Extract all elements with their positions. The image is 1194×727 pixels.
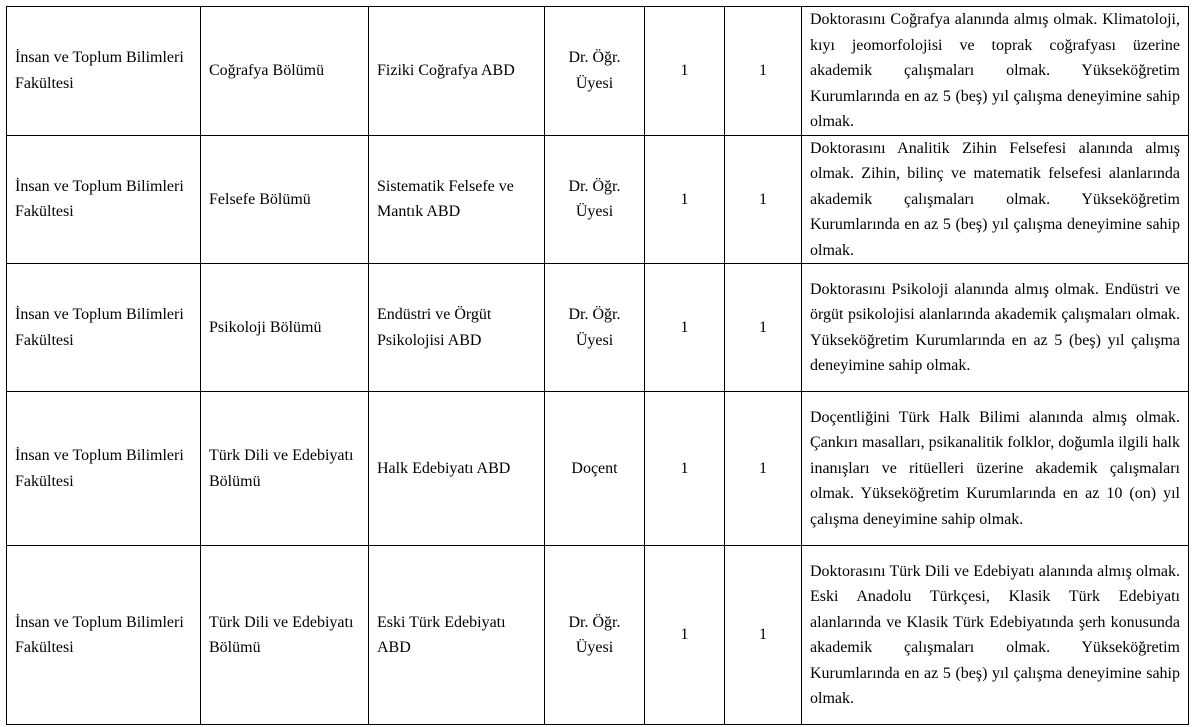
requirements-cell: Doktorasını Coğrafya alanında almış olmak. Klimatoloji, kıyı jeomorfolojisi ve toprak coğrafyası üzerine akademik çalışmaları olmak. Yükseköğretim Kurumlarında en az 5 (beş) yıl çalışma deneyimine sahip olmak.	[802, 7, 1189, 136]
title-cell: Dr. Öğr. Üyesi	[545, 135, 645, 264]
count-cell-2: 1	[725, 135, 802, 264]
count-cell-2: 1	[725, 264, 802, 392]
department-cell: Psikoloji Bölümü	[201, 264, 369, 392]
title-cell: Dr. Öğr. Üyesi	[545, 546, 645, 725]
abd-cell: Sistematik Felsefe ve Mantık ABD	[369, 135, 545, 264]
table-row	[7, 546, 1189, 725]
title-cell: Dr. Öğr. Üyesi	[545, 264, 645, 392]
count-cell-1: 1	[645, 7, 725, 136]
department-cell: Coğrafya Bölümü	[201, 7, 369, 136]
department-cell: Türk Dili ve Edebiyatı Bölümü	[201, 392, 369, 546]
requirements-cell: Doktorasını Türk Dili ve Edebiyatı alanında almış olmak. Eski Anadolu Türkçesi, Klasik Türk Edebiyatı alanlarında ve Klasik Türk Edebiyatında şerh konusunda akademik çalışmaları olmak. Yükseköğretim Kurumlarında en az 5 (beş) yıl çalışma deneyimine sahip olmak.	[802, 546, 1189, 725]
faculty-cell: İnsan ve Toplum Bilimleri Fakültesi	[7, 392, 201, 546]
title-cell: Doçent	[545, 392, 645, 546]
abd-cell: Eski Türk Edebiyatı ABD	[369, 546, 545, 725]
faculty-cell: İnsan ve Toplum Bilimleri Fakültesi	[7, 135, 201, 264]
table-row	[7, 135, 1189, 264]
abd-cell: Endüstri ve Örgüt Psikolojisi ABD	[369, 264, 545, 392]
requirements-cell: Doçentliğini Türk Halk Bilimi alanında almış olmak. Çankırı masalları, psikanalitik folklor, doğumla ilgili halk inanışları ve ritüelleri üzerine akademik çalışmaları olmak. Yükseköğretim Kurumlarında en az 10 (on) yıl çalışma deneyimine sahip olmak.	[802, 392, 1189, 546]
department-cell: Türk Dili ve Edebiyatı Bölümü	[201, 546, 369, 725]
count-cell-1: 1	[645, 135, 725, 264]
table-row	[7, 392, 1189, 546]
count-cell-2: 1	[725, 392, 802, 546]
faculty-cell: İnsan ve Toplum Bilimleri Fakültesi	[7, 7, 201, 136]
count-cell-1: 1	[645, 264, 725, 392]
title-cell: Dr. Öğr. Üyesi	[545, 7, 645, 136]
department-cell: Felsefe Bölümü	[201, 135, 369, 264]
abd-cell: Fiziki Coğrafya ABD	[369, 7, 545, 136]
table-row	[7, 7, 1189, 136]
table-row	[7, 264, 1189, 392]
count-cell-2: 1	[725, 546, 802, 725]
faculty-cell: İnsan ve Toplum Bilimleri Fakültesi	[7, 546, 201, 725]
count-cell-1: 1	[645, 546, 725, 725]
count-cell-1: 1	[645, 392, 725, 546]
faculty-cell: İnsan ve Toplum Bilimleri Fakültesi	[7, 264, 201, 392]
positions-table	[6, 6, 1189, 725]
requirements-cell: Doktorasını Psikoloji alanında almış olmak. Endüstri ve örgüt psikolojisi alanlarında akademik çalışmaları olmak. Yükseköğretim Kurumlarında en az 5 (beş) yıl çalışma deneyimine sahip olmak.	[802, 264, 1189, 392]
count-cell-2: 1	[725, 7, 802, 136]
abd-cell: Halk Edebiyatı ABD	[369, 392, 545, 546]
requirements-cell: Doktorasını Analitik Zihin Felsefesi alanında almış olmak. Zihin, bilinç ve matematik felsefesi alanlarında akademik çalışmaları olmak. Yükseköğretim Kurumlarında en az 5 (beş) yıl çalışma deneyimine sahip olmak.	[802, 135, 1189, 264]
